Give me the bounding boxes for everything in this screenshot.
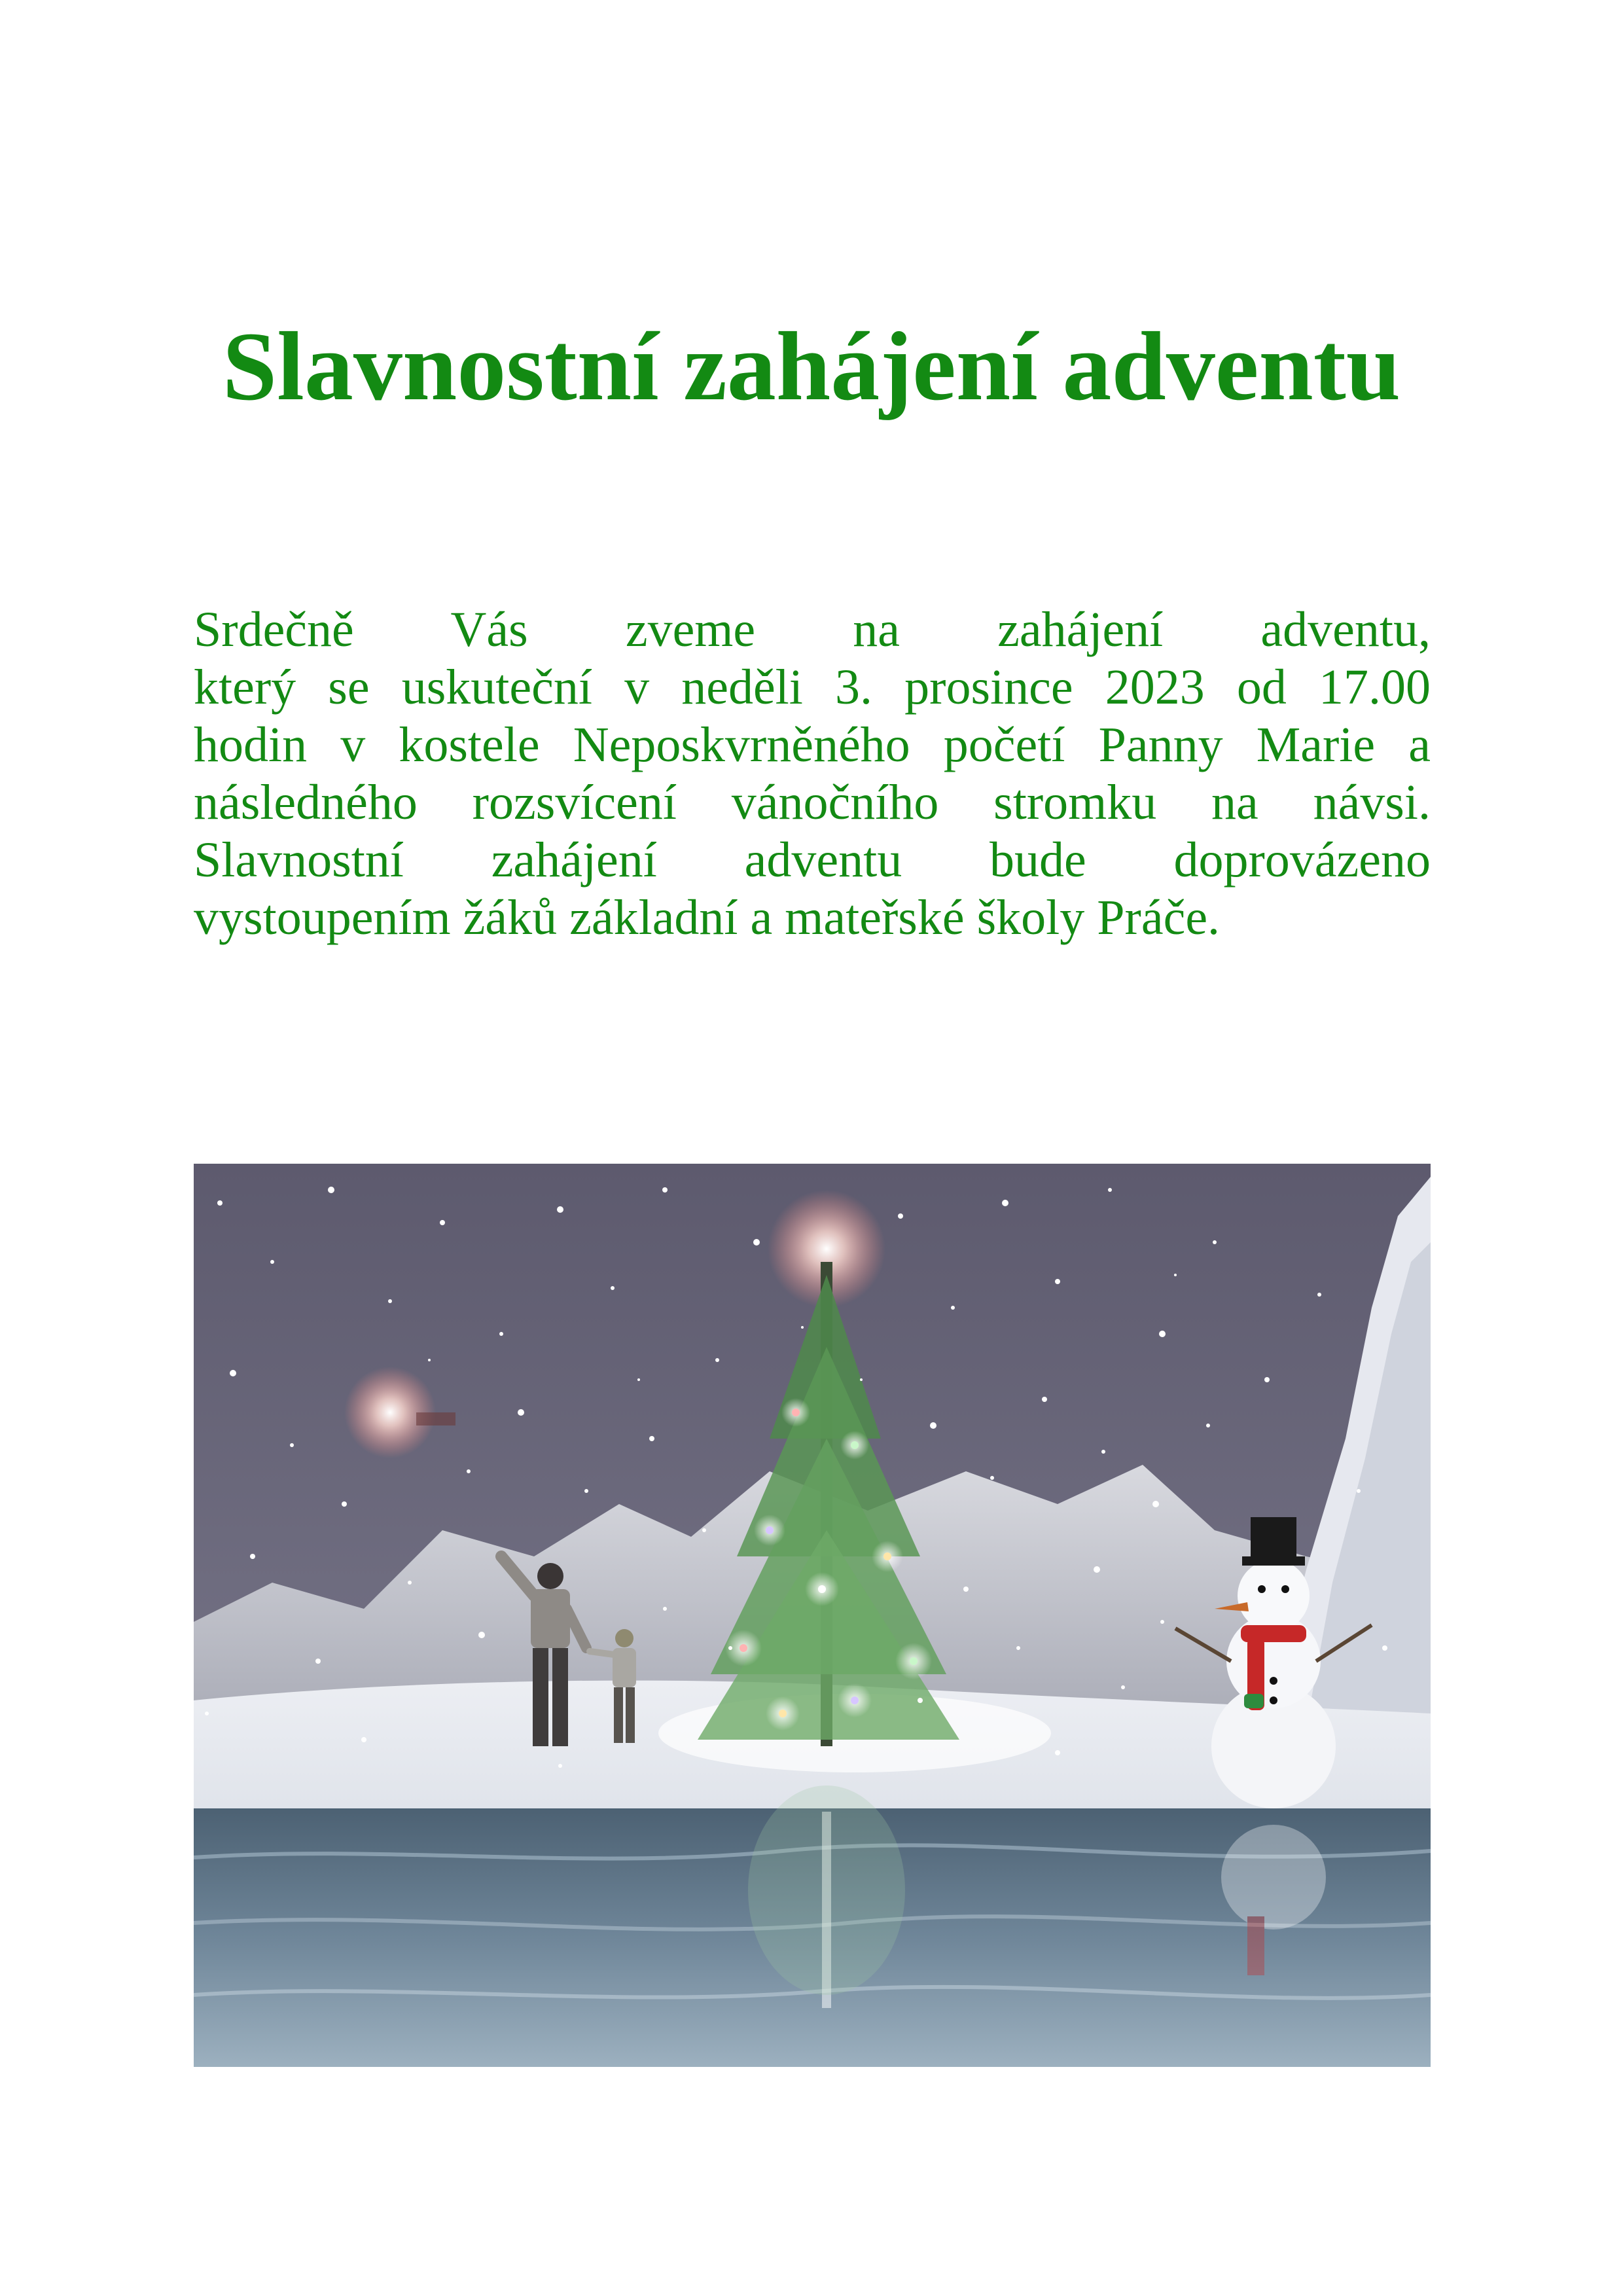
winter-scene-svg bbox=[194, 1164, 1431, 2067]
paragraph-line-4: následného rozsvícení vánočního stromku na návsi. bbox=[194, 775, 1431, 830]
paragraph-line-6: vystoupením žáků základní a mateřské školy Práče. bbox=[194, 890, 1221, 945]
paragraph-line-5: Slavnostní zahájení adventu bude doprovázeno bbox=[194, 833, 1431, 888]
paragraph-line-1: Srdečně Vás zveme na zahájení adventu, bbox=[194, 602, 1431, 657]
page-title: Slavnostní zahájení adventu bbox=[222, 312, 1401, 421]
invitation-paragraph bbox=[194, 601, 1431, 946]
paragraph-line-2: který se uskuteční v neděli 3. prosince 2023 od 17.00 bbox=[194, 660, 1431, 715]
paragraph-line-3: hodin v kostele Neposkvrněného početí Panny Marie a bbox=[194, 717, 1431, 772]
winter-scene-illustration bbox=[194, 1164, 1431, 2067]
